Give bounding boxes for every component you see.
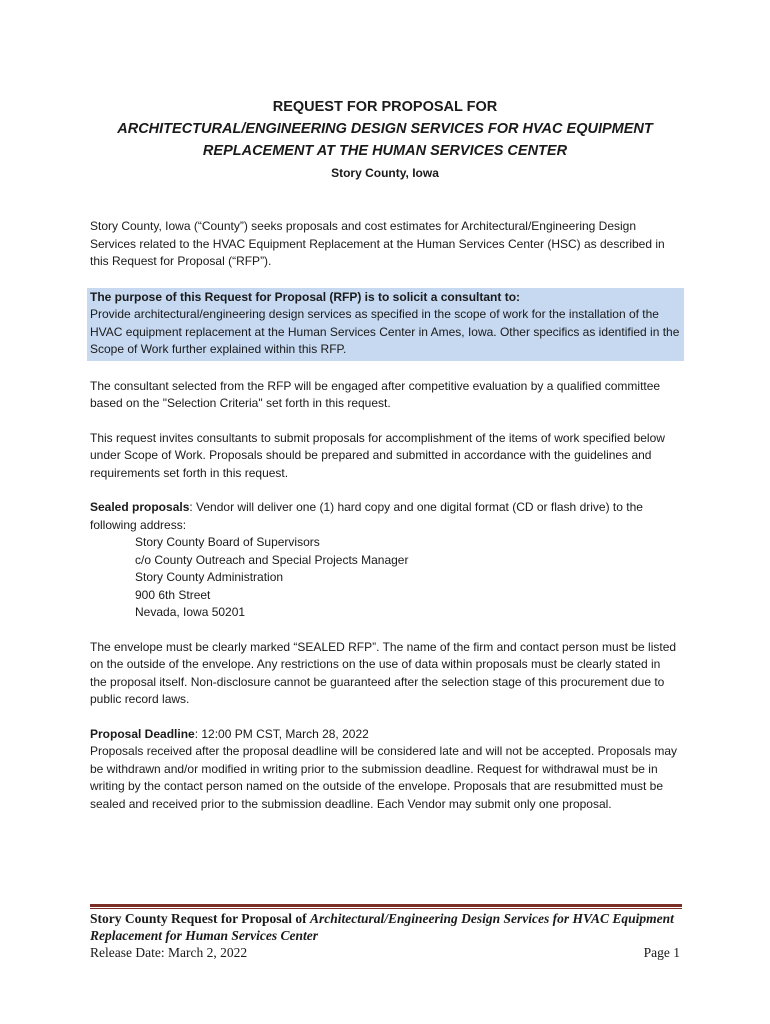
title-line-2: ARCHITECTURAL/ENGINEERING DESIGN SERVICES FOR HVAC EQUIPMENT — [117, 121, 653, 137]
title-block — [90, 96, 680, 182]
title-line-1: REQUEST FOR PROPOSAL FOR — [272, 99, 498, 115]
page-footer — [90, 910, 680, 961]
title-line-3: REPLACEMENT AT THE HUMAN SERVICES CENTER — [202, 143, 568, 159]
title-location: Story County, Iowa — [331, 166, 439, 180]
purpose-highlight — [87, 288, 684, 361]
footer-row — [90, 944, 680, 961]
address-line: c/o County Outreach and Special Projects Manager — [135, 552, 409, 567]
release-date: Release Date: March 2, 2022 — [90, 945, 248, 960]
selection-paragraph: The consultant selected from the RFP will be engaged after competitive evaluation by a qualified committee based on the "Selection Criteria" set forth in this request. — [90, 378, 661, 410]
purpose-lead: The purpose of this Request for Proposal (RFP) is to solicit a consultant to: — [90, 289, 521, 304]
deadline-section — [90, 726, 680, 814]
sealed-proposals-section — [90, 499, 680, 622]
address-line: Nevada, Iowa 50201 — [135, 605, 246, 619]
deadline-label: Proposal Deadline — [90, 726, 195, 741]
intro-paragraph: Story County, Iowa (“County”) seeks proposals and cost estimates for Architectural/Engineering Design Services related to the HVAC Equipment Replacement at the Human Services Center (HSC) as described in this Request for Proposal (“RFP”). — [90, 219, 665, 268]
sealed-label: Sealed proposals — [90, 500, 190, 514]
address-line: 900 6th Street — [135, 587, 211, 602]
footer-title-italic: Architectural/Engineering Design Services for HVAC Equipment Replacement for Human Services Center — [90, 911, 674, 943]
sealed-text: : Vendor will deliver one (1) hard copy and one digital format (CD or flash drive) to the following address: — [90, 500, 643, 532]
document-body — [90, 96, 680, 813]
page-number: Page 1 — [643, 945, 680, 960]
envelope-paragraph: The envelope must be clearly marked “SEALED RFP”. The name of the firm and contact person must be listed on the outside of the envelope. Any restrictions on the use of data within proposals must be clearly stated in the proposal itself. Non-disclosure cannot be guaranteed after the selection stage of this procurement due to public record laws. — [90, 639, 677, 706]
deadline-value: : 12:00 PM CST, March 28, 2022 — [194, 726, 369, 741]
deadline-text: Proposals received after the proposal deadline will be considered late and will not be accepted. Proposals may be withdrawn and/or modified in writing prior to the submission deadline. Request for withdrawal must be in writing by the contact person named on the outside of the envelope. Proposals that are resubmitted must be sealed and received prior to the submission deadline. Each Vendor may submit only one proposal. — [90, 744, 678, 811]
footer-title — [90, 910, 680, 944]
mailing-address — [135, 534, 680, 622]
address-line: Story County Administration — [135, 570, 284, 584]
footer-prefix: Story County Request for Proposal of — [90, 911, 311, 926]
address-line: Story County Board of Supervisors — [135, 535, 320, 549]
purpose-body: Provide architectural/engineering design services as specified in the scope of work for the installation of the HVAC equipment replacement at the Human Services Center in Ames, Iowa. Other specifics as identified in the Scope of Work further explained within this RFP. — [90, 307, 680, 356]
footer-divider — [90, 904, 682, 909]
invite-paragraph: This request invites consultants to submit proposals for accomplishment of the items of work specified below under Scope of Work. Proposals should be prepared and submitted in accordance with the guidelines and requirements set forth in this request. — [90, 430, 665, 480]
